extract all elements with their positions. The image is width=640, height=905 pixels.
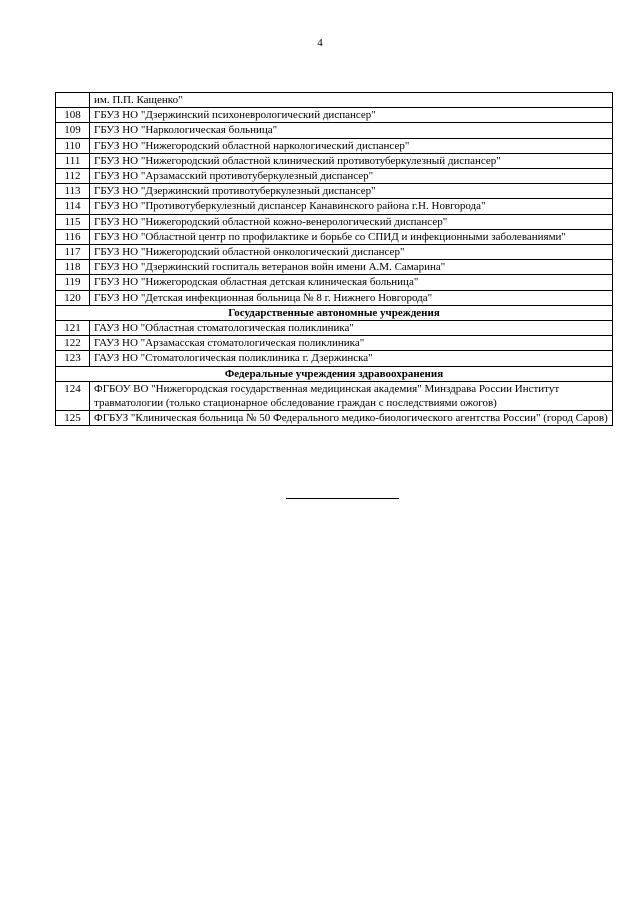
table-row	[56, 260, 613, 275]
row-text: ГБУЗ НО "Дзержинский противотуберкулезный диспансер"	[90, 184, 613, 199]
table-row	[56, 245, 613, 260]
row-number: 109	[56, 123, 90, 138]
row-number: 117	[56, 245, 90, 260]
table-row	[56, 169, 613, 184]
table-row	[56, 381, 613, 410]
row-number	[56, 93, 90, 108]
institutions-table	[55, 92, 613, 426]
section-header-federal: Федеральные учреждения здравоохранения	[56, 366, 613, 381]
section-header-autonomous: Государственные автономные учреждения	[56, 305, 613, 320]
row-number: 118	[56, 260, 90, 275]
row-text: ГАУЗ НО "Областная стоматологическая поликлиника"	[90, 321, 613, 336]
table-row	[56, 199, 613, 214]
table-row	[56, 290, 613, 305]
row-text: ФГБОУ ВО "Нижегородская государственная медицинская академия" Минздрава России Институт травматологии (только стационарное обследование граждан с последствиями ожогов)	[90, 381, 613, 410]
row-number: 119	[56, 275, 90, 290]
table-row	[56, 108, 613, 123]
row-text: ГБУЗ НО "Нижегородский областной наркологический диспансер"	[90, 138, 613, 153]
table-row	[56, 93, 613, 108]
page-number: 4	[317, 37, 323, 49]
row-text: ГБУЗ НО "Детская инфекционная больница № 8 г. Нижнего Новгорода"	[90, 290, 613, 305]
row-number: 122	[56, 336, 90, 351]
table-row	[56, 123, 613, 138]
section-header-row	[56, 366, 613, 381]
row-text: ГБУЗ НО "Дзержинский психоневрологический диспансер"	[90, 108, 613, 123]
row-text: ГБУЗ НО "Нижегородская областная детская клиническая больница"	[90, 275, 613, 290]
row-text: ГБУЗ НО "Нижегородский областной онкологический диспансер"	[90, 245, 613, 260]
end-of-document-line	[286, 498, 399, 499]
row-number: 116	[56, 229, 90, 244]
table-row	[56, 411, 613, 426]
row-number: 114	[56, 199, 90, 214]
row-text: ФГБУЗ "Клиническая больница № 50 Федерального медико-биологического агентства России" (город Саров)	[90, 411, 613, 426]
row-number: 125	[56, 411, 90, 426]
row-number: 113	[56, 184, 90, 199]
row-text: им. П.П. Кащенко"	[90, 93, 613, 108]
row-number: 124	[56, 381, 90, 410]
row-text: ГБУЗ НО "Арзамасский противотуберкулезный диспансер"	[90, 169, 613, 184]
table-row	[56, 321, 613, 336]
table-row	[56, 336, 613, 351]
row-number: 123	[56, 351, 90, 366]
row-number: 111	[56, 153, 90, 168]
row-text: ГБУЗ НО "Нижегородский областной кожно-венерологический диспансер"	[90, 214, 613, 229]
row-text: ГБУЗ НО "Нижегородский областной клинический противотуберкулезный диспансер"	[90, 153, 613, 168]
table-row	[56, 138, 613, 153]
table-row	[56, 153, 613, 168]
row-number: 112	[56, 169, 90, 184]
row-text: ГБУЗ НО "Противотуберкулезный диспансер Канавинского района г.Н. Новгорода"	[90, 199, 613, 214]
row-number: 110	[56, 138, 90, 153]
table-row	[56, 184, 613, 199]
row-text: ГБУЗ НО "Областной центр по профилактике и борьбе со СПИД и инфекционными заболеваниями"	[90, 229, 613, 244]
section-header-row	[56, 305, 613, 320]
table-row	[56, 351, 613, 366]
row-text: ГБУЗ НО "Дзержинский госпиталь ветеранов войн имени А.М. Самарина"	[90, 260, 613, 275]
table-row	[56, 275, 613, 290]
row-text: ГАУЗ НО "Стоматологическая поликлиника г. Дзержинска"	[90, 351, 613, 366]
table-row	[56, 229, 613, 244]
row-text: ГБУЗ НО "Наркологическая больница"	[90, 123, 613, 138]
row-number: 115	[56, 214, 90, 229]
table-row	[56, 214, 613, 229]
row-text: ГАУЗ НО "Арзамасская стоматологическая поликлиника"	[90, 336, 613, 351]
row-number: 121	[56, 321, 90, 336]
row-number: 120	[56, 290, 90, 305]
row-number: 108	[56, 108, 90, 123]
